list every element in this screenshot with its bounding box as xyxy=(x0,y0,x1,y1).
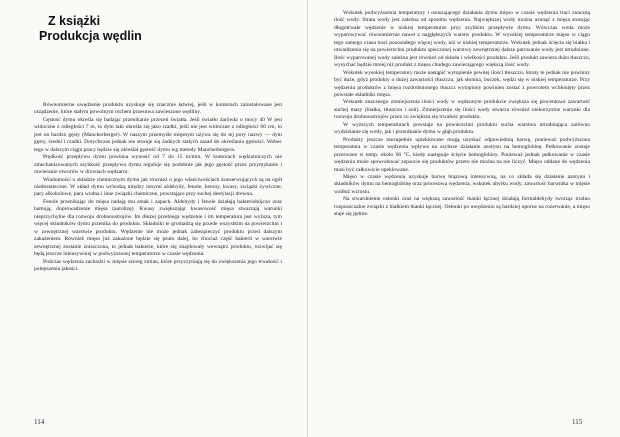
heading-line-2: Produkcja wędlin xyxy=(39,29,142,43)
page-number-left: 114 xyxy=(34,418,45,426)
paragraph: Produkty jeszcze niezupełnie upieklowane mogą uzyskać odpowiednią barwę, ponieważ podwyższona temperatura w czasie wędzenia wpływa na szybsze działanie azotynu na hemoglobinę. Pełkowanie zostaje przerwane w temp. około 66 °C, kiedy następuje ścięcie hemoglobiny. Ponieważ jednak pełkowanie w czasie wędzenia może spowodować zepsucie się produktów przeto nie można na nie liczyć. Mięso oddane do wędzenia musi być całkowicie upeklowane. xyxy=(334,136,590,173)
paragraph: Fenole przenikając do mięsa nadają mu smak i zapach. Aldehydy i fenole działają bakteriobójczo oraz hamują, doprowadzenie mięsa (autolizę). Kwasy zwiększając kwasowość mięsa stwarzają warunki nieprzychylne dla rozwoju drobnoustrojów. Im dłużej przebiega wędzenie i im temperatura jest wyższa, tym więcej składników dymu przenika do produktu. Składniki te gromadzą się przede wszystkim na powierzchni i w zewnętrznej warstwie produktu. Wędzenie nie może jednak zabezpieczyć produktu przed dalszym zakażeniem. Również mięso już zakażone będzie się psuło dalej, bo chociaż część bakterii w warstwie zewnętrznej zostanie zniszczona, to jednak bakterie, które się znajdowały wewnątrz produktu, rozwijać się będą jeszcze intensywniej w podwyższonej temperaturze w czasie wędzenia. xyxy=(34,198,282,258)
paragraph: Mięso w czasie wędzenia uzyskuje barwę brązową intensywną, na co składa się działanie azotynu i składników dymu na hemoglobinę oraz procesowa wędzenia, wskutek ubytku wody, zawartość barwnika w mięsie wzdłuż wzrostu. xyxy=(334,173,590,195)
right-page-body xyxy=(334,10,590,420)
chapter-heading xyxy=(39,14,142,44)
paragraph: Wskutek podwyższenia temperatury i osuszającego działania dymu mięso w czasie wędzenia traci znaczną ilość wody. Strata wody jest zależna od sposobu wędzenia. Największej wody można usunąć z mięsa stosując długotrwałe wędzenie w niskiej temperaturze przy szybkim przepływie dymu. Wówczas woda może wyparowywać równomiernie nawet z najgłębszych warstw produktu. W wysokiej temperaturze mięso w ciągu tego samego czasu traci pozostałego więcej wody, niż w niskiej temperaturze. Wskutek jednak ścięcia się białka i utwardzenia się na powierzchni produktu spieczonej warstwy zewnętrznej dalsze parowanie wody jest utrudnione. Ilość wyparowanej wody zależna jest również od składu i wielkości produktu. Jeśli produkt zawiera dużo tłuszczu, wysychać będzie mniej niż produkt z mięsa chudego zawierającego większą ilość wody. xyxy=(334,10,590,69)
heading-line-1: Z książki xyxy=(48,14,101,28)
paragraph: Prędkość przepływu dymu powinna wynosić od 7 do 15 m/min. W komorach wędzarniczych nie zmechanizowanych szybkość przepływu dymu reguluje się podobnie jak jego gęstość przez przymykanie i otwieranie otworów w drzwiach wędzarni. xyxy=(34,154,282,176)
paragraph: Wskutek znacznego zmniejszenia ilości wody w wędzonym produkcie zwiększa się procentowa zawartość suchej masy (białka, tłuszczu i soli). Zmniejszenie się ilości wody stwarza również niekorzystne warunki dla rozwoju drobnoustrojów przez co zwiększa się trwałość produktu. xyxy=(334,99,590,121)
paragraph: W wyższych temperaturach powstaje na powierzchni produktu sucha warstwa utrudniająca zarówno wydzielanie się wody, jak i przenikanie dymu w głąb produktu. xyxy=(334,121,590,136)
paragraph: Wiadomości o składzie chemicznym dymu jak również o jego właściwościach konserwujących są na ogół niedostateczne. W skład dymu wchodzą między innymi aldehydy, fenole, ketony, kwasy, związki żywiczne, pary alkoholowe, para wodna i inne związki chemiczne, powstające przy suchej destylacji drewna. xyxy=(34,176,282,198)
right-page xyxy=(310,0,620,437)
left-page xyxy=(0,0,308,437)
paragraph: Gęstość dymu określa się badając przenikanie przezeń światła. Jeśli światło żarówki o mocy 40 W jest widoczne z odległości 7 m, to dym taki określa się jako rzadki, jeśli nie jest widoczne z odległości 60 cm, to jest on bardzo gęsty (Mancherberger). W naszym przemyśle mięsnym używa się do tej pory nazwy — dym gęsty, średni i rzadki. Dotychczas jednak nie stosuje się żadnych stałych zasad do określania gęstości. Wobec tego w dalszym ciągu pracy będzie się określał gęstość dymu wg metody Mancherbergera. xyxy=(34,116,282,153)
paragraph: Na stwardnienie osłonki oraz na większą zawartość tkanki łącznej działają formaldehydy tworząc trudno rozpuszczalne związki z białkiem tkanki łącznej. Osłonki po uwędzeniu są bardziej oporne na rozerwanie, a mięso staje się jędrne. xyxy=(334,196,590,218)
left-page-body xyxy=(34,102,282,420)
page-number-right: 115 xyxy=(572,418,583,426)
paragraph: Podczas wędzenia zachodzi w mięsie szereg zmian, które przyczyniają się do zwiększenia jego trwałości i polepszenia jakości. xyxy=(34,258,282,272)
paragraph: Wskutek wysokiej temperatury może nastąpić wytopienie pewnej ilości tłuszczu. Straty te jednak nie powinny być duże, gdyż produkty o dużej zawartości tłuszczu, jak słonina, boczek, wędzi się w niskiej temperaturze. Przy wędzeniu produktów z mięsa rozdrobnionego tłuszcz wytopiony powinien zostać z powrotem wchłonięty przez powstałe składniki mięsa. xyxy=(334,69,590,98)
paragraph: Równomierne uwędzenie produktu uzyskuje się znacznie łatwiej, jeśli w komorach zainstalowane jest urządzenie, które stałym powolnym ruchem przesuwa zawieszone wędliny. xyxy=(34,102,282,116)
